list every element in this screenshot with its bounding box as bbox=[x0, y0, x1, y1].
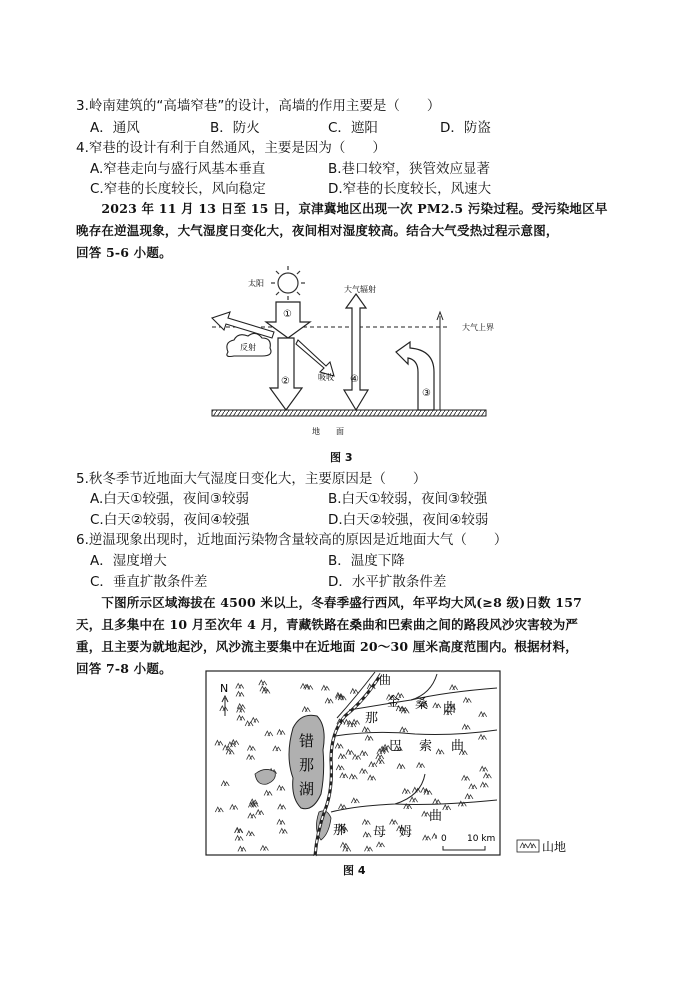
q4-option-b[interactable]: B.巷口较窄，狭管效应显著 bbox=[328, 161, 491, 177]
passage-2-line-3: 重，且主要为就地起沙，风沙流主要集中在近地面 20～30 厘米高度范围内。根据材料， bbox=[76, 639, 578, 654]
q6-option-d[interactable]: D．水平扩散条件差 bbox=[328, 574, 447, 590]
q3-option-d[interactable]: D．防盗 bbox=[440, 120, 491, 136]
label-1: ① bbox=[283, 309, 292, 320]
passage-2 bbox=[76, 592, 666, 680]
label-4: ④ bbox=[350, 374, 359, 385]
q5-option-d[interactable]: D.白天②较强，夜间④较弱 bbox=[328, 512, 489, 528]
q3-option-b[interactable]: B．防火 bbox=[210, 120, 260, 136]
lake-char-3: 湖 bbox=[299, 780, 315, 798]
q3-option-c[interactable]: C．遮阳 bbox=[328, 120, 378, 136]
scale-label: 10 km bbox=[467, 834, 496, 844]
label-3: ③ bbox=[422, 388, 431, 399]
arrow-3-ground-radiation bbox=[396, 342, 434, 410]
label-mu2: 姆 bbox=[399, 825, 413, 840]
scale-zero: 0 bbox=[441, 834, 447, 844]
label-mu: 母 bbox=[373, 825, 387, 840]
reflect-label: 反射 bbox=[240, 343, 256, 352]
label-na-lower: 那 bbox=[333, 823, 347, 838]
lake-char-1: 错 bbox=[299, 732, 315, 750]
passage-1-line-1: 2023 年 11 月 13 日至 15 日，京津冀地区出现一次 PM2.5 污染过程。受污染地区早 bbox=[76, 201, 608, 216]
label-ba: 巴 bbox=[389, 739, 403, 754]
q6-stem: 6.逆温现象出现时，近地面污染物含量较高的原因是近地面大气（ ） bbox=[76, 532, 508, 548]
q5-option-c[interactable]: C.白天②较弱，夜间④较强 bbox=[90, 512, 250, 528]
label-jin: 金 bbox=[387, 695, 401, 710]
passage-2-line-4: 回答 7-8 小题。 bbox=[76, 661, 172, 676]
map-frame bbox=[206, 671, 500, 855]
arrow-2-ground bbox=[270, 338, 302, 410]
q3-option-a[interactable]: A．通风 bbox=[90, 120, 140, 136]
q5-option-a[interactable]: A.白天①较强，夜间③较弱 bbox=[90, 491, 249, 507]
figure-3-caption: 图 3 bbox=[330, 451, 353, 464]
label-mumu-qu: 曲 bbox=[429, 809, 443, 824]
figure-4-map bbox=[205, 670, 595, 860]
label-suo: 索 bbox=[419, 739, 433, 754]
label-sang: 桑 bbox=[415, 697, 429, 712]
passage-2-line-2: 天，且多集中在 10 月至次年 4 月，青藏铁路在桑曲和巴索曲之间的路段风沙灾害较为严 bbox=[76, 617, 579, 632]
q6-option-c[interactable]: C．垂直扩散条件差 bbox=[90, 574, 208, 590]
label-na-upper: 那 bbox=[365, 711, 379, 726]
figure-4-caption: 图 4 bbox=[343, 864, 366, 877]
q4-stem: 4.窄巷的设计有利于自然通风，主要是因为（ ） bbox=[76, 140, 386, 156]
reflection-arrow bbox=[212, 312, 274, 338]
q6-option-a[interactable]: A．湿度增大 bbox=[90, 553, 167, 569]
upper-boundary-label: 大气上界 bbox=[462, 323, 494, 332]
label-2: ② bbox=[281, 376, 290, 387]
q5-stem: 5.秋冬季节近地面大气湿度日变化大，主要原因是（ ） bbox=[76, 471, 427, 487]
label-qu-top: 曲 bbox=[379, 673, 392, 687]
q4-option-a[interactable]: A.窄巷走向与盛行风基本垂直 bbox=[90, 161, 266, 177]
sun-icon bbox=[271, 266, 305, 300]
absorb-label: 吸收 bbox=[318, 373, 334, 382]
figure-3-diagram bbox=[200, 262, 500, 440]
q3-stem: 3.岭南建筑的“高墙窄巷”的设计，高墙的作用主要是（ ） bbox=[76, 98, 441, 114]
q4-option-c[interactable]: C.窄巷的长度较长，风向稳定 bbox=[90, 181, 266, 197]
ground-surface bbox=[212, 410, 486, 416]
passage-2-line-1: 下图所示区域海拔在 4500 米以上，冬春季盛行西风，年平均大风(≥8 级)日数 157 bbox=[76, 595, 582, 610]
q5-option-b[interactable]: B.白天①较弱，夜间③较强 bbox=[328, 491, 488, 507]
q4-option-d[interactable]: D.窄巷的长度较长，风速大 bbox=[328, 181, 492, 197]
q6-option-b[interactable]: B．温度下降 bbox=[328, 553, 405, 569]
atm-radiation-label: 大气辐射 bbox=[344, 285, 376, 294]
absorb-arrow bbox=[296, 340, 334, 376]
arrow-4-atmosphere bbox=[344, 294, 368, 410]
lake-char-2: 那 bbox=[299, 756, 315, 774]
label-jinsang-qu: 曲 bbox=[443, 701, 457, 716]
north-label: N bbox=[220, 682, 229, 695]
passage-1-line-2: 晚存在逆温现象，大气湿度日变化大，夜间相对湿度较高。结合大气受热过程示意图， bbox=[76, 223, 559, 238]
legend-label: 山地 bbox=[542, 840, 567, 854]
legend-box bbox=[517, 840, 539, 852]
passage-1 bbox=[76, 198, 656, 264]
label-basuo-qu: 曲 bbox=[451, 739, 465, 754]
sun-label: 太阳 bbox=[248, 279, 264, 288]
ground-label: 地 面 bbox=[312, 427, 344, 436]
passage-1-line-3: 回答 5-6 小题。 bbox=[76, 245, 172, 260]
